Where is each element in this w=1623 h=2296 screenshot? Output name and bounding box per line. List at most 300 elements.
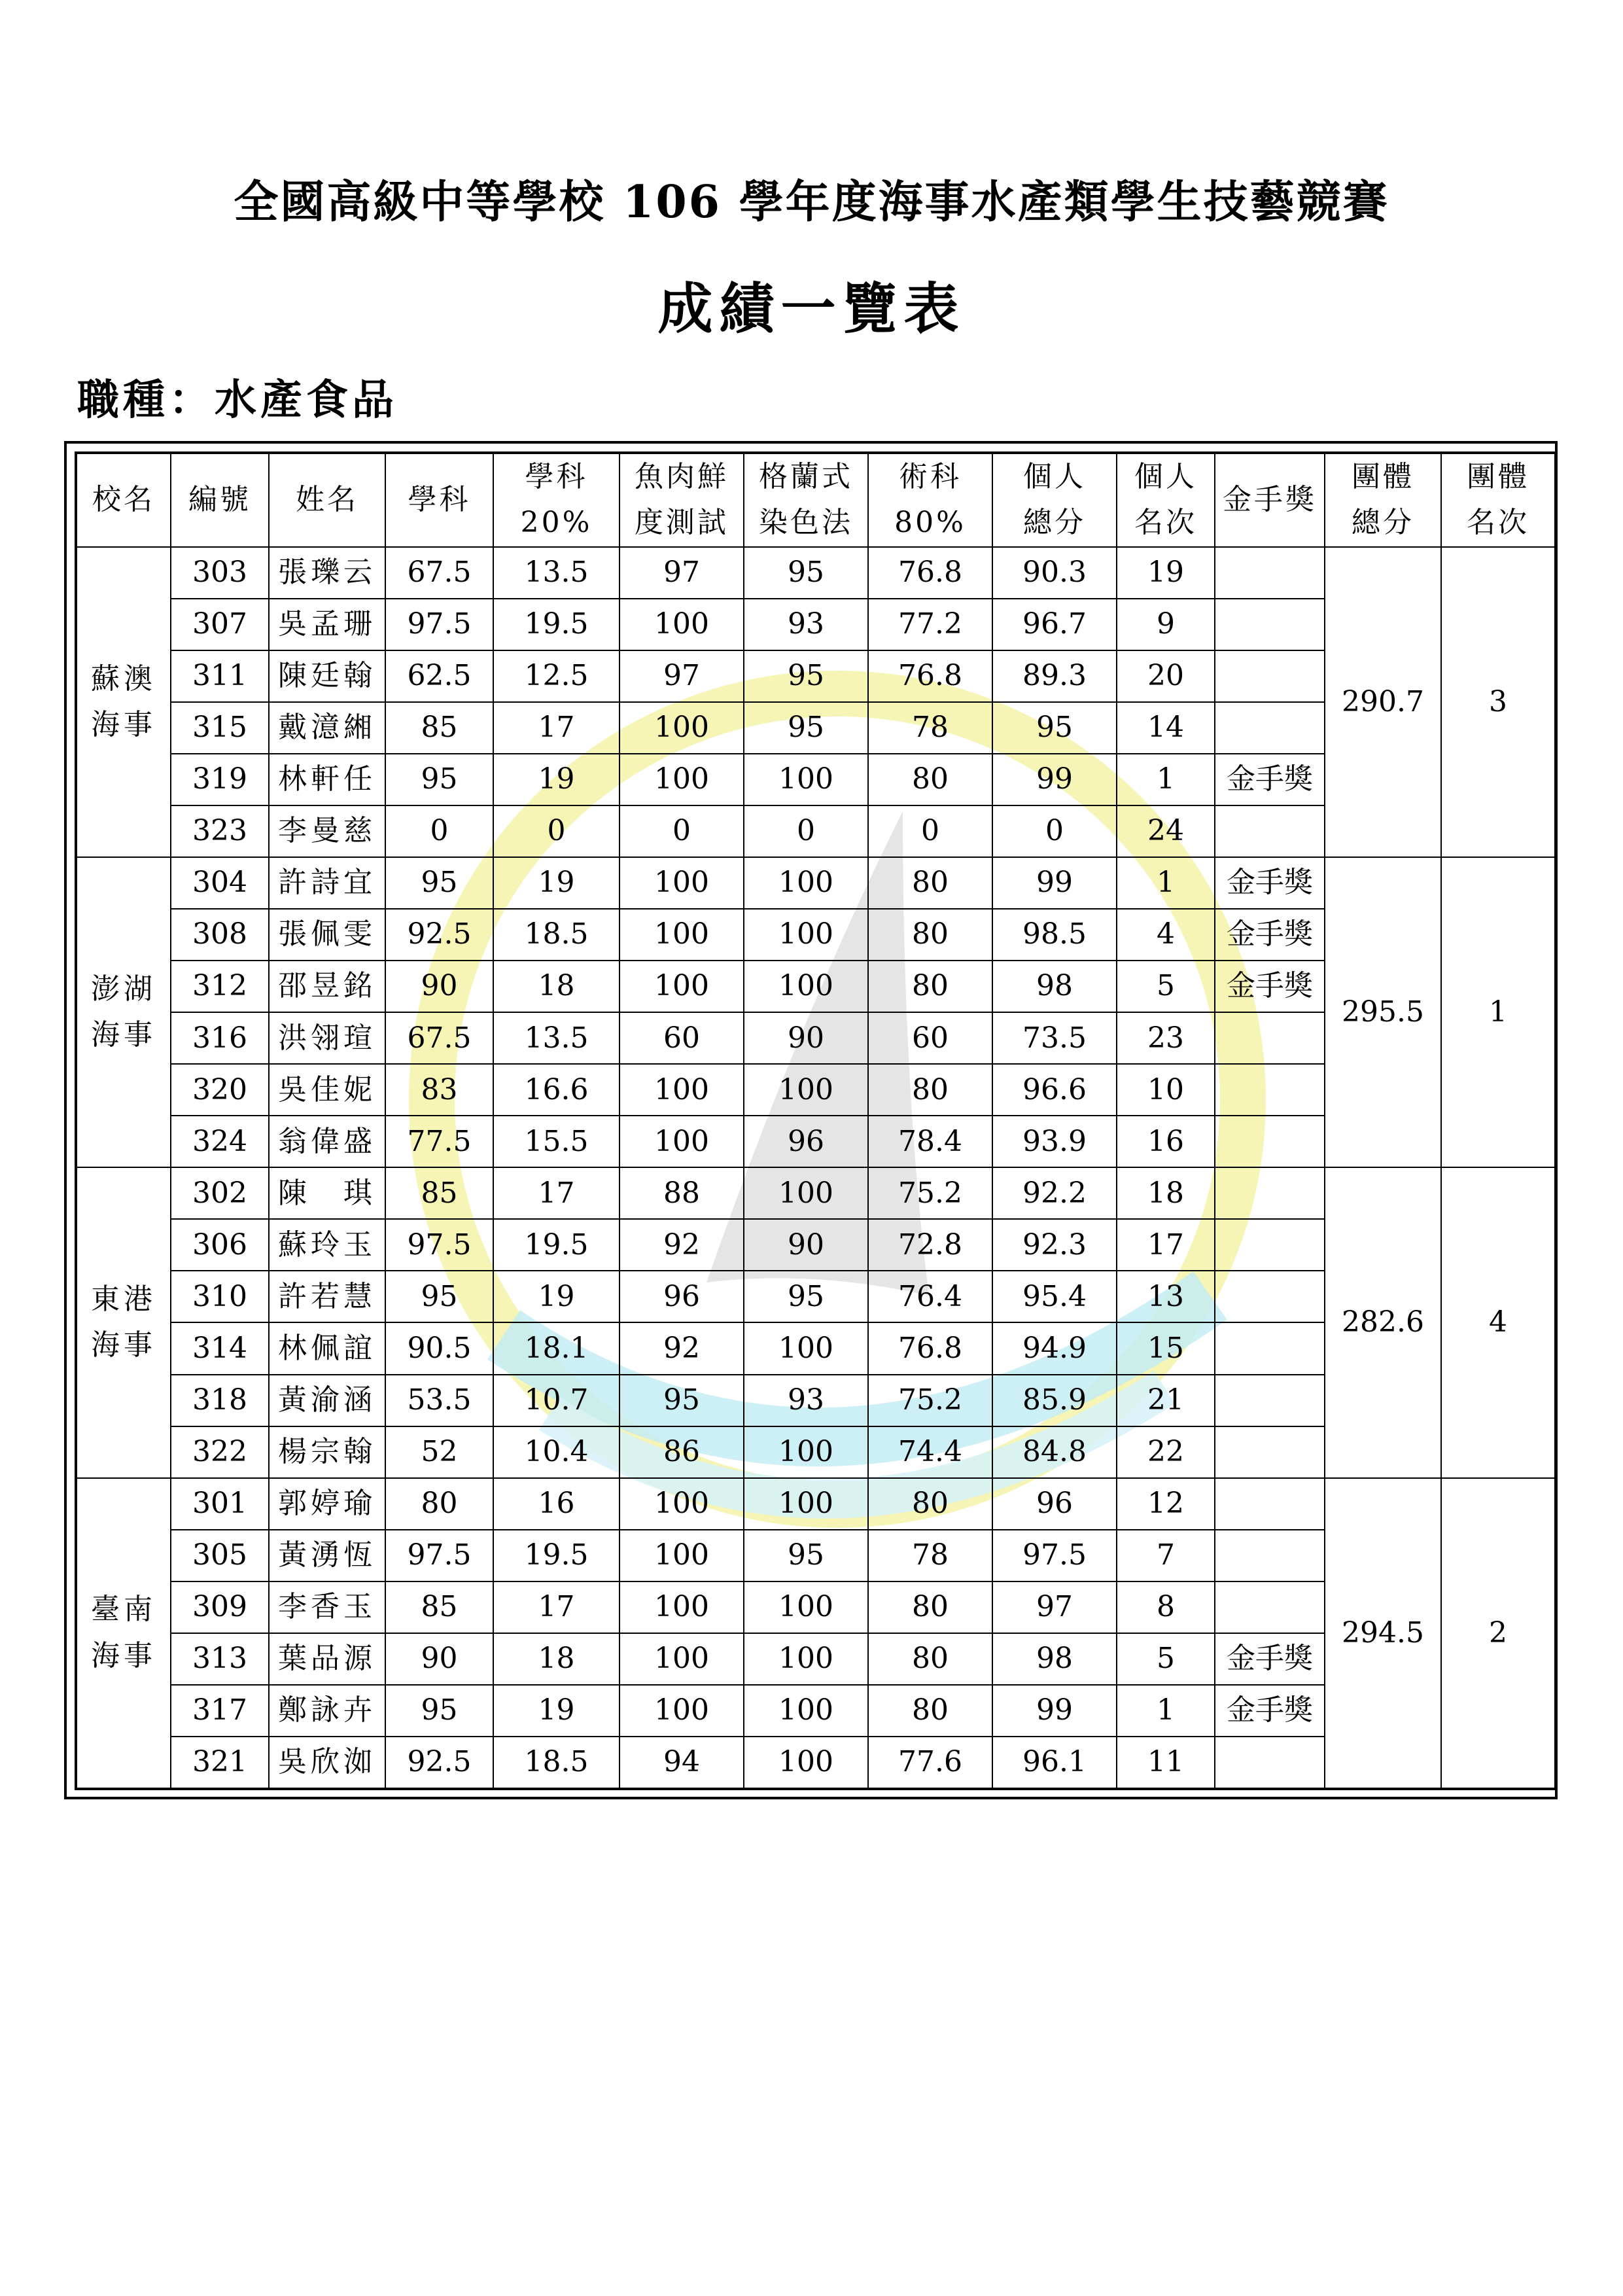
cell-gram-stain: 100 xyxy=(744,1685,868,1737)
cell-freshness-test: 97 xyxy=(620,650,744,702)
team-total-cell: 294.5 xyxy=(1325,1478,1441,1789)
cell-personal-total: 97.5 xyxy=(992,1530,1117,1581)
cell-academic-20: 19 xyxy=(493,1685,620,1737)
cell-academic: 52 xyxy=(385,1426,493,1478)
cell-personal-total: 98.5 xyxy=(992,909,1117,961)
school-name-line: 臺南 xyxy=(91,1593,156,1627)
header-line: 名次 xyxy=(1467,506,1529,540)
cell-personal-rank: 1 xyxy=(1117,754,1215,805)
header-line: 校名 xyxy=(92,483,155,517)
header-line: 80% xyxy=(894,506,966,540)
cell-gram-stain: 100 xyxy=(744,909,868,961)
cell-practical-80: 72.8 xyxy=(868,1219,992,1271)
cell-practical-80: 74.4 xyxy=(868,1426,992,1478)
cell-personal-rank: 16 xyxy=(1117,1116,1215,1167)
cell-personal-rank: 7 xyxy=(1117,1530,1215,1581)
cell-personal-total: 0 xyxy=(992,805,1117,857)
cell-personal-total: 96 xyxy=(992,1478,1117,1530)
cell-name: 李曼慈 xyxy=(269,805,385,857)
cell-freshness-test: 100 xyxy=(620,1116,744,1167)
cell-academic: 85 xyxy=(385,1581,493,1633)
cell-practical-80: 76.8 xyxy=(868,1322,992,1374)
cell-name: 楊宗翰 xyxy=(269,1426,385,1478)
cell-practical-80: 76.4 xyxy=(868,1271,992,1322)
document-subtitle: 成績一覽表 xyxy=(657,276,966,341)
cell-academic: 67.5 xyxy=(385,547,493,599)
header-team-total xyxy=(1325,453,1441,547)
cell-practical-80: 80 xyxy=(868,1064,992,1116)
cell-id: 307 xyxy=(171,599,269,650)
cell-gram-stain: 100 xyxy=(744,1633,868,1685)
cell-practical-80: 77.2 xyxy=(868,599,992,650)
cell-personal-rank: 20 xyxy=(1117,650,1215,702)
cell-academic-20: 19 xyxy=(493,857,620,909)
cell-id: 302 xyxy=(171,1167,269,1219)
cell-practical-80: 75.2 xyxy=(868,1167,992,1219)
cell-freshness-test: 100 xyxy=(620,909,744,961)
cell-id: 314 xyxy=(171,1322,269,1374)
cell-name: 翁偉盛 xyxy=(269,1116,385,1167)
cell-id: 321 xyxy=(171,1737,269,1789)
cell-academic-20: 17 xyxy=(493,1167,620,1219)
cell-id: 320 xyxy=(171,1064,269,1116)
cell-golden-hand-award xyxy=(1215,1375,1325,1426)
cell-name: 葉品源 xyxy=(269,1633,385,1685)
cell-personal-total: 90.3 xyxy=(992,547,1117,599)
cell-name: 陳 琪 xyxy=(269,1167,385,1219)
cell-freshness-test: 100 xyxy=(620,702,744,754)
cell-name: 林軒任 xyxy=(269,754,385,805)
cell-freshness-test: 60 xyxy=(620,1012,744,1064)
cell-personal-total: 89.3 xyxy=(992,650,1117,702)
cell-id: 304 xyxy=(171,857,269,909)
cell-golden-hand-award: 金手獎 xyxy=(1215,909,1325,961)
cell-personal-rank: 13 xyxy=(1117,1271,1215,1322)
cell-personal-total: 98 xyxy=(992,961,1117,1012)
cell-golden-hand-award xyxy=(1215,1478,1325,1530)
cell-freshness-test: 95 xyxy=(620,1375,744,1426)
cell-id: 315 xyxy=(171,702,269,754)
cell-personal-total: 92.3 xyxy=(992,1219,1117,1271)
cell-personal-rank: 14 xyxy=(1117,702,1215,754)
cell-practical-80: 80 xyxy=(868,1478,992,1530)
header-gram-stain xyxy=(744,453,868,547)
cell-academic-20: 19 xyxy=(493,754,620,805)
cell-practical-80: 76.8 xyxy=(868,650,992,702)
cell-practical-80: 76.8 xyxy=(868,547,992,599)
cell-gram-stain: 100 xyxy=(744,1322,868,1374)
cell-id: 305 xyxy=(171,1530,269,1581)
cell-academic-20: 10.7 xyxy=(493,1375,620,1426)
cell-gram-stain: 90 xyxy=(744,1012,868,1064)
cell-academic-20: 19 xyxy=(493,1271,620,1322)
cell-freshness-test: 88 xyxy=(620,1167,744,1219)
cell-academic: 97.5 xyxy=(385,1219,493,1271)
cell-personal-total: 92.2 xyxy=(992,1167,1117,1219)
cell-personal-rank: 5 xyxy=(1117,1633,1215,1685)
cell-golden-hand-award: 金手獎 xyxy=(1215,857,1325,909)
cell-academic: 95 xyxy=(385,754,493,805)
cell-freshness-test: 94 xyxy=(620,1737,744,1789)
header-line: 金手獎 xyxy=(1223,483,1317,517)
cell-name: 吳欣洳 xyxy=(269,1737,385,1789)
cell-practical-80: 60 xyxy=(868,1012,992,1064)
cell-id: 317 xyxy=(171,1685,269,1737)
cell-gram-stain: 100 xyxy=(744,754,868,805)
team-total-cell: 290.7 xyxy=(1325,547,1441,857)
cell-golden-hand-award: 金手獎 xyxy=(1215,1633,1325,1685)
cell-personal-rank: 18 xyxy=(1117,1167,1215,1219)
cell-personal-total: 95 xyxy=(992,702,1117,754)
cell-academic-20: 17 xyxy=(493,702,620,754)
team-rank-cell: 3 xyxy=(1441,547,1556,857)
cell-name: 鄭詠卉 xyxy=(269,1685,385,1737)
cell-academic-20: 18 xyxy=(493,961,620,1012)
cell-personal-rank: 17 xyxy=(1117,1219,1215,1271)
table-row xyxy=(76,857,1556,909)
cell-golden-hand-award xyxy=(1215,599,1325,650)
cell-freshness-test: 97 xyxy=(620,547,744,599)
cell-practical-80: 80 xyxy=(868,857,992,909)
cell-academic-20: 17 xyxy=(493,1581,620,1633)
cell-personal-rank: 9 xyxy=(1117,599,1215,650)
table-row xyxy=(76,547,1556,599)
cell-academic: 77.5 xyxy=(385,1116,493,1167)
cell-gram-stain: 95 xyxy=(744,547,868,599)
header-line: 編號 xyxy=(188,483,251,517)
cell-id: 310 xyxy=(171,1271,269,1322)
cell-academic-20: 10.4 xyxy=(493,1426,620,1478)
cell-id: 319 xyxy=(171,754,269,805)
cell-personal-rank: 5 xyxy=(1117,961,1215,1012)
cell-freshness-test: 92 xyxy=(620,1322,744,1374)
header-team-rank xyxy=(1441,453,1556,547)
header-line: 染色法 xyxy=(759,506,853,540)
cell-freshness-test: 96 xyxy=(620,1271,744,1322)
cell-practical-80: 0 xyxy=(868,805,992,857)
cell-freshness-test: 100 xyxy=(620,857,744,909)
cell-personal-total: 99 xyxy=(992,857,1117,909)
cell-personal-rank: 15 xyxy=(1117,1322,1215,1374)
category-label: 職種：水產食品 xyxy=(77,376,398,425)
header-academic xyxy=(385,453,493,547)
cell-academic-20: 18 xyxy=(493,1633,620,1685)
cell-academic: 53.5 xyxy=(385,1375,493,1426)
cell-academic: 92.5 xyxy=(385,1737,493,1789)
cell-golden-hand-award: 金手獎 xyxy=(1215,961,1325,1012)
cell-name: 許詩宜 xyxy=(269,857,385,909)
cell-personal-total: 95.4 xyxy=(992,1271,1117,1322)
cell-academic: 95 xyxy=(385,1685,493,1737)
cell-academic-20: 12.5 xyxy=(493,650,620,702)
header-line: 學科 xyxy=(408,483,471,517)
cell-academic-20: 19.5 xyxy=(493,1530,620,1581)
cell-golden-hand-award xyxy=(1215,1271,1325,1322)
cell-gram-stain: 95 xyxy=(744,702,868,754)
team-total-cell: 282.6 xyxy=(1325,1167,1441,1477)
cell-id: 313 xyxy=(171,1633,269,1685)
cell-personal-rank: 1 xyxy=(1117,1685,1215,1737)
cell-gram-stain: 100 xyxy=(744,857,868,909)
cell-golden-hand-award xyxy=(1215,1426,1325,1478)
cell-personal-total: 96.7 xyxy=(992,599,1117,650)
header-personal-rank xyxy=(1117,453,1215,547)
cell-id: 303 xyxy=(171,547,269,599)
school-name-cell xyxy=(76,547,171,857)
cell-golden-hand-award xyxy=(1215,650,1325,702)
cell-name: 張佩雯 xyxy=(269,909,385,961)
cell-academic-20: 0 xyxy=(493,805,620,857)
cell-gram-stain: 100 xyxy=(744,1426,868,1478)
header-name xyxy=(269,453,385,547)
cell-gram-stain: 95 xyxy=(744,1530,868,1581)
cell-gram-stain: 0 xyxy=(744,805,868,857)
cell-id: 324 xyxy=(171,1116,269,1167)
cell-academic-20: 16 xyxy=(493,1478,620,1530)
school-name-line: 澎湖 xyxy=(91,972,156,1006)
cell-academic-20: 18.5 xyxy=(493,1737,620,1789)
cell-personal-rank: 8 xyxy=(1117,1581,1215,1633)
cell-golden-hand-award xyxy=(1215,1116,1325,1167)
cell-freshness-test: 100 xyxy=(620,1685,744,1737)
cell-practical-80: 78 xyxy=(868,1530,992,1581)
cell-golden-hand-award xyxy=(1215,1219,1325,1271)
cell-freshness-test: 100 xyxy=(620,599,744,650)
cell-golden-hand-award xyxy=(1215,1167,1325,1219)
cell-freshness-test: 92 xyxy=(620,1219,744,1271)
cell-practical-80: 80 xyxy=(868,1633,992,1685)
cell-personal-rank: 1 xyxy=(1117,857,1215,909)
cell-gram-stain: 100 xyxy=(744,1581,868,1633)
cell-personal-rank: 23 xyxy=(1117,1012,1215,1064)
header-line: 魚肉鮮 xyxy=(635,460,729,493)
cell-freshness-test: 100 xyxy=(620,1633,744,1685)
school-name-line: 海事 xyxy=(91,1328,156,1362)
cell-name: 吳孟珊 xyxy=(269,599,385,650)
cell-id: 312 xyxy=(171,961,269,1012)
cell-name: 許若慧 xyxy=(269,1271,385,1322)
cell-freshness-test: 100 xyxy=(620,1478,744,1530)
cell-personal-rank: 11 xyxy=(1117,1737,1215,1789)
cell-practical-80: 77.6 xyxy=(868,1737,992,1789)
cell-academic-20: 15.5 xyxy=(493,1116,620,1167)
cell-practical-80: 80 xyxy=(868,1685,992,1737)
cell-name: 林佩誼 xyxy=(269,1322,385,1374)
cell-freshness-test: 100 xyxy=(620,754,744,805)
cell-name: 蘇玲玉 xyxy=(269,1219,385,1271)
cell-personal-rank: 22 xyxy=(1117,1426,1215,1478)
cell-academic: 95 xyxy=(385,857,493,909)
table-row xyxy=(76,1167,1556,1219)
header-line: 個人 xyxy=(1134,460,1197,493)
cell-academic-20: 13.5 xyxy=(493,1012,620,1064)
team-rank-cell: 4 xyxy=(1441,1167,1556,1477)
cell-id: 311 xyxy=(171,650,269,702)
cell-id: 301 xyxy=(171,1478,269,1530)
team-rank-cell: 2 xyxy=(1441,1478,1556,1789)
cell-personal-total: 99 xyxy=(992,1685,1117,1737)
cell-name: 黃渝涵 xyxy=(269,1375,385,1426)
cell-gram-stain: 95 xyxy=(744,650,868,702)
cell-gram-stain: 93 xyxy=(744,1375,868,1426)
cell-academic-20: 18.5 xyxy=(493,909,620,961)
cell-freshness-test: 100 xyxy=(620,1530,744,1581)
cell-personal-total: 93.9 xyxy=(992,1116,1117,1167)
cell-academic-20: 19.5 xyxy=(493,1219,620,1271)
score-table xyxy=(75,451,1557,1790)
cell-golden-hand-award xyxy=(1215,547,1325,599)
header-practical-80 xyxy=(868,453,992,547)
cell-id: 306 xyxy=(171,1219,269,1271)
cell-id: 308 xyxy=(171,909,269,961)
cell-name: 陳廷翰 xyxy=(269,650,385,702)
cell-personal-total: 85.9 xyxy=(992,1375,1117,1426)
cell-academic: 67.5 xyxy=(385,1012,493,1064)
header-line: 度測試 xyxy=(635,506,729,540)
cell-practical-80: 80 xyxy=(868,961,992,1012)
cell-name: 洪翎瑄 xyxy=(269,1012,385,1064)
header-line: 團體 xyxy=(1352,460,1414,493)
cell-id: 316 xyxy=(171,1012,269,1064)
header-line: 名次 xyxy=(1134,506,1197,540)
document-title: 全國高級中等學校 106 學年度海事水產類學生技藝競賽 xyxy=(234,176,1389,228)
team-total-cell: 295.5 xyxy=(1325,857,1441,1167)
cell-id: 322 xyxy=(171,1426,269,1478)
cell-gram-stain: 100 xyxy=(744,1167,868,1219)
header-academic-20 xyxy=(493,453,620,547)
cell-golden-hand-award xyxy=(1215,1530,1325,1581)
school-name-line: 東港 xyxy=(91,1282,156,1316)
cell-academic: 85 xyxy=(385,702,493,754)
cell-academic: 90 xyxy=(385,1633,493,1685)
cell-personal-total: 99 xyxy=(992,754,1117,805)
cell-gram-stain: 100 xyxy=(744,961,868,1012)
cell-practical-80: 78.4 xyxy=(868,1116,992,1167)
cell-academic-20: 13.5 xyxy=(493,547,620,599)
cell-golden-hand-award xyxy=(1215,1064,1325,1116)
cell-freshness-test: 86 xyxy=(620,1426,744,1478)
cell-id: 318 xyxy=(171,1375,269,1426)
cell-name: 張瓅云 xyxy=(269,547,385,599)
cell-freshness-test: 0 xyxy=(620,805,744,857)
table-header-row xyxy=(76,453,1556,547)
cell-personal-rank: 24 xyxy=(1117,805,1215,857)
cell-freshness-test: 100 xyxy=(620,1581,744,1633)
cell-personal-rank: 21 xyxy=(1117,1375,1215,1426)
header-golden-hand-award xyxy=(1215,453,1325,547)
header-line: 總分 xyxy=(1023,506,1086,540)
cell-academic: 62.5 xyxy=(385,650,493,702)
cell-gram-stain: 96 xyxy=(744,1116,868,1167)
cell-personal-total: 73.5 xyxy=(992,1012,1117,1064)
cell-academic-20: 16.6 xyxy=(493,1064,620,1116)
cell-practical-80: 80 xyxy=(868,754,992,805)
cell-golden-hand-award: 金手獎 xyxy=(1215,1685,1325,1737)
header-line: 格蘭式 xyxy=(759,460,853,493)
header-freshness-test xyxy=(620,453,744,547)
header-line: 學科 xyxy=(525,460,588,493)
cell-academic: 95 xyxy=(385,1271,493,1322)
school-name-cell xyxy=(76,1167,171,1477)
cell-golden-hand-award xyxy=(1215,805,1325,857)
cell-personal-rank: 19 xyxy=(1117,547,1215,599)
cell-personal-total: 84.8 xyxy=(992,1426,1117,1478)
cell-academic: 97.5 xyxy=(385,599,493,650)
cell-personal-rank: 12 xyxy=(1117,1478,1215,1530)
cell-golden-hand-award xyxy=(1215,1737,1325,1789)
school-name-line: 海事 xyxy=(91,1018,156,1052)
cell-name: 邵昱銘 xyxy=(269,961,385,1012)
cell-academic: 90.5 xyxy=(385,1322,493,1374)
school-name-line: 海事 xyxy=(91,707,156,741)
cell-gram-stain: 95 xyxy=(744,1271,868,1322)
table-body xyxy=(76,547,1556,1789)
cell-personal-total: 97 xyxy=(992,1581,1117,1633)
cell-academic: 97.5 xyxy=(385,1530,493,1581)
cell-practical-80: 78 xyxy=(868,702,992,754)
cell-name: 郭婷瑜 xyxy=(269,1478,385,1530)
cell-academic: 83 xyxy=(385,1064,493,1116)
header-line: 個人 xyxy=(1023,460,1086,493)
cell-golden-hand-award xyxy=(1215,702,1325,754)
cell-gram-stain: 93 xyxy=(744,599,868,650)
cell-personal-total: 94.9 xyxy=(992,1322,1117,1374)
header-school xyxy=(76,453,171,547)
cell-golden-hand-award xyxy=(1215,1012,1325,1064)
school-name-cell xyxy=(76,857,171,1167)
cell-personal-total: 96.6 xyxy=(992,1064,1117,1116)
header-line: 總分 xyxy=(1352,506,1414,540)
cell-freshness-test: 100 xyxy=(620,961,744,1012)
cell-academic-20: 19.5 xyxy=(493,599,620,650)
cell-personal-total: 96.1 xyxy=(992,1737,1117,1789)
cell-name: 李香玉 xyxy=(269,1581,385,1633)
cell-academic: 85 xyxy=(385,1167,493,1219)
cell-practical-80: 75.2 xyxy=(868,1375,992,1426)
cell-practical-80: 80 xyxy=(868,909,992,961)
cell-personal-rank: 10 xyxy=(1117,1064,1215,1116)
cell-golden-hand-award xyxy=(1215,1322,1325,1374)
cell-golden-hand-award xyxy=(1215,1581,1325,1633)
header-id xyxy=(171,453,269,547)
school-name-cell xyxy=(76,1478,171,1789)
cell-gram-stain: 100 xyxy=(744,1478,868,1530)
cell-name: 黃湧恆 xyxy=(269,1530,385,1581)
cell-academic: 80 xyxy=(385,1478,493,1530)
school-name-line: 蘇澳 xyxy=(91,662,156,696)
cell-name: 戴澺緗 xyxy=(269,702,385,754)
cell-id: 309 xyxy=(171,1581,269,1633)
cell-gram-stain: 100 xyxy=(744,1064,868,1116)
cell-academic: 90 xyxy=(385,961,493,1012)
cell-gram-stain: 100 xyxy=(744,1737,868,1789)
cell-personal-total: 98 xyxy=(992,1633,1117,1685)
header-personal-total xyxy=(992,453,1117,547)
cell-gram-stain: 90 xyxy=(744,1219,868,1271)
cell-personal-rank: 4 xyxy=(1117,909,1215,961)
cell-freshness-test: 100 xyxy=(620,1064,744,1116)
cell-academic: 92.5 xyxy=(385,909,493,961)
cell-academic: 0 xyxy=(385,805,493,857)
header-line: 團體 xyxy=(1467,460,1529,493)
cell-id: 323 xyxy=(171,805,269,857)
cell-practical-80: 80 xyxy=(868,1581,992,1633)
cell-academic-20: 18.1 xyxy=(493,1322,620,1374)
team-rank-cell: 1 xyxy=(1441,857,1556,1167)
header-line: 術科 xyxy=(899,460,962,493)
table-row xyxy=(76,1478,1556,1530)
header-line: 20% xyxy=(520,506,593,540)
